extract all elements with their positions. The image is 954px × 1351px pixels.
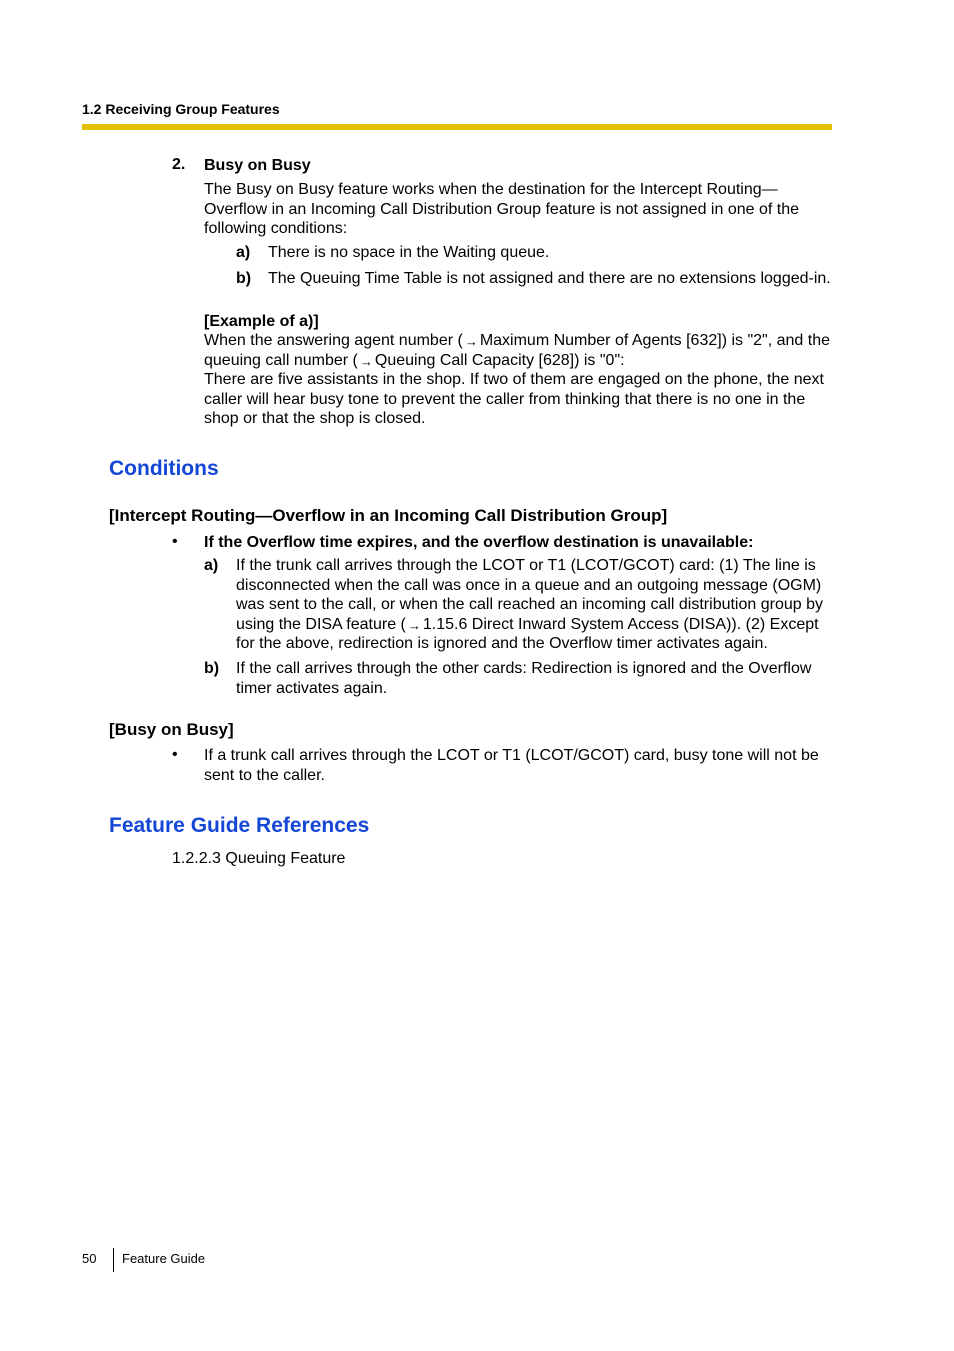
section-number: 2.	[172, 156, 186, 173]
bullet-icon: •	[172, 746, 178, 763]
footer-divider	[113, 1248, 114, 1272]
cond-item-b: If the call arrives through the other cards: Redirection is ignored and the Overflow timer activates again.	[236, 660, 812, 697]
example-title: [Example of a)]	[204, 313, 319, 330]
example-body: There are five assistants in the shop. If two of them are engaged on the phone, the next caller will hear busy tone to prevent the caller from thinking that there is no one in the shop or that the shop is closed.	[204, 371, 824, 427]
bullet-icon: •	[172, 533, 178, 550]
cond-item-a-post: 1.15.6 Direct Inward System Access (DISA)). (2) Except for the above, redirection is ignored and the Overflow timer activates again.	[236, 615, 819, 652]
references-heading: Feature Guide References	[109, 814, 370, 837]
example-line-2-pre: queuing call number (	[204, 352, 358, 369]
arrow-icon: →	[407, 617, 421, 633]
cond-marker-b: b)	[204, 660, 220, 677]
busy-title: [Busy on Busy]	[109, 720, 234, 739]
example-line-2	[204, 351, 844, 371]
example-line-1	[204, 331, 844, 351]
footer-label: Feature Guide	[122, 1251, 206, 1266]
list-marker-a: a)	[236, 244, 251, 261]
list-item-b: The Queuing Time Table is not assigned and there are no extensions logged-in.	[268, 270, 831, 287]
cond-marker-a: a)	[204, 557, 219, 574]
list-item-a: There is no space in the Waiting queue.	[268, 244, 550, 261]
header-rule	[82, 124, 832, 130]
list-marker-b: b)	[236, 270, 252, 287]
cond-item-a-pre: If the trunk call arrives through the LCOT or T1 (LCOT/GCOT) card: (1) The line is disconnected when the call was once in a queue and an outgoing message (OGM) was sent to the call, or when the call reached an incoming call distribution group by using the DISA feature (	[236, 557, 823, 633]
example-line-1-pre: When the answering agent number (	[204, 332, 463, 349]
reference-link[interactable]: 1.2.2.3 Queuing Feature	[172, 850, 346, 867]
intercept-title: [Intercept Routing—Overflow in an Incoming Call Distribution Group]	[109, 506, 668, 525]
overflow-bullet-title: If the Overflow time expires, and the overflow destination is unavailable:	[204, 534, 754, 551]
example-line-1-post: Maximum Number of Agents [632]) is "2", and the	[479, 332, 830, 349]
running-header: 1.2 Receiving Group Features	[82, 101, 280, 117]
section-title: Busy on Busy	[204, 157, 311, 174]
conditions-heading: Conditions	[109, 457, 219, 480]
example-line-2-post: Queuing Call Capacity [628]) is "0":	[374, 352, 625, 369]
page-number: 50	[82, 1251, 97, 1266]
section-intro: The Busy on Busy feature works when the destination for the Intercept Routing—Overflow in an Incoming Call Distribution Group feature is not assigned in one of the following conditions:	[204, 181, 799, 237]
arrow-icon: →	[359, 354, 373, 369]
busy-bullet-text: If a trunk call arrives through the LCOT or T1 (LCOT/GCOT) card, busy tone will not be sent to the caller.	[204, 747, 819, 784]
cond-item-a	[236, 556, 834, 654]
arrow-icon: →	[464, 334, 478, 349]
